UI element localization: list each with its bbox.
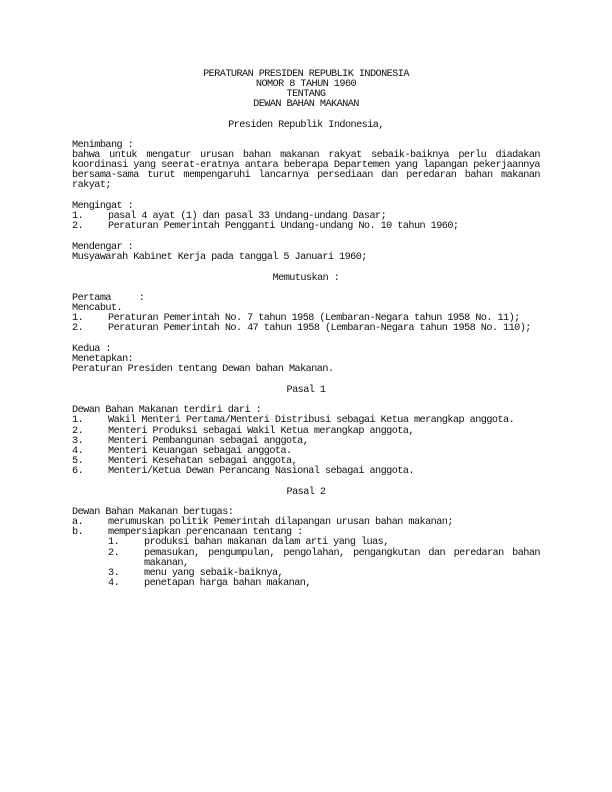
- document-title: [72, 70, 540, 110]
- item-number: 2.: [72, 425, 84, 437]
- kedua-action: Menetapkan:: [72, 354, 134, 366]
- issuer: Presiden Republik Indonesia,: [228, 119, 384, 131]
- item-number: 1.: [72, 211, 84, 223]
- item-number: 2.: [72, 221, 84, 233]
- item-text: Menteri Produksi sebagai Wakil Ketua merangkap anggota,: [108, 425, 414, 437]
- list-item: [72, 324, 540, 334]
- item-text: Menteri Kesehatan sebagai anggota,: [108, 455, 298, 467]
- sub-list-item: [108, 538, 540, 548]
- item-text: mempersiapkan perencanaan tentang :: [108, 527, 303, 539]
- title-line: NOMOR 8 TAHUN 1960: [255, 79, 357, 90]
- item-text: penetapan harga bahan makanan,: [144, 577, 311, 589]
- item-number: 2.: [72, 323, 84, 335]
- item-number: 1.: [108, 537, 120, 549]
- item-letter: b.: [72, 527, 84, 539]
- pertama-label: Pertama :: [72, 293, 145, 305]
- item-number: 3.: [108, 567, 120, 579]
- item-number: 1.: [72, 313, 84, 325]
- item-text: Wakil Menteri Pertama/Menteri Distribusi sebagai Ketua merangkap anggota.: [108, 415, 515, 427]
- title-line: TENTANG: [286, 89, 326, 100]
- sub-list-item: [108, 579, 540, 589]
- item-text: pasal 4 ayat (1) dan pasal 33 Undang-undang Dasar;: [108, 211, 387, 223]
- item-text: Menteri/Ketua Dewan Perancang Nasional sebagai anggota.: [108, 465, 414, 477]
- mendengar-label: Mendengar :: [72, 241, 134, 253]
- item-number: 6.: [72, 465, 84, 477]
- item-text: produksi bahan makanan dalam arti yang luas,: [144, 537, 389, 549]
- item-text: Peraturan Pemerintah No. 47 tahun 1958 (Lembaran-Negara tahun 1958 No. 110);: [108, 323, 531, 335]
- item-text: menu yang sebaik-baiknya,: [144, 567, 284, 579]
- kedua-label: Kedua :: [72, 344, 111, 355]
- item-number: 1.: [72, 415, 84, 427]
- pasal-2-intro: Dewan Bahan Makanan bertugas:: [72, 507, 234, 519]
- sub-list-item: [108, 549, 540, 569]
- item-text: Peraturan Pemerintah Pengganti Undang-undang No. 10 tahun 1960;: [108, 221, 459, 233]
- menimbang-label: Menimbang :: [72, 140, 134, 152]
- list-item: [72, 467, 540, 477]
- item-number: 3.: [72, 435, 84, 447]
- title-line: DEWAN BAHAN MAKANAN: [253, 99, 359, 110]
- item-number: 4.: [108, 577, 120, 589]
- pasal-1-intro: Dewan Bahan Makanan terdiri dari :: [72, 405, 262, 417]
- item-number: 4.: [72, 445, 84, 457]
- item-letter: a.: [72, 517, 84, 529]
- item-text: pemasukan, pengumpulan, pengolahan, pengangkutan dan peredaran bahan makanan,: [144, 547, 540, 569]
- kedua-text: Peraturan Presiden tentang Dewan bahan Makanan.: [72, 364, 334, 376]
- title-line: PERATURAN PRESIDEN REPUBLIK INDONESIA: [203, 69, 409, 80]
- item-text: Menteri Keuangan sebagai anggota.: [108, 445, 292, 457]
- item-number: 5.: [72, 455, 84, 467]
- pertama-action: Mencabut.: [72, 303, 123, 315]
- menimbang-text: bahwa untuk mengatur urusan bahan makanan rakyat sebaik-baiknya perlu diadakan koordinasi yang seerat-eratnya antara beberapa Departemen yang lapangan pekerjaannya bersama-sama turut mempengaruhi lancarnya persediaan dan peredaran bahan makanan rakyat;: [72, 150, 540, 192]
- item-text: Menteri Pembangunan sebagai anggota,: [108, 435, 309, 447]
- sub-list: [72, 538, 540, 588]
- mendengar-text: Musyawarah Kabinet Kerja pada tanggal 5 Januari 1960;: [72, 251, 367, 263]
- item-number: 2.: [108, 547, 120, 559]
- item-text: Peraturan Pemerintah No. 7 tahun 1958 (Lembaran-Negara tahun 1958 No. 11);: [108, 313, 520, 325]
- item-text: merumuskan politik Pemerintah dilapangan urusan bahan makanan;: [108, 517, 453, 529]
- pasal-2-heading: Pasal 2: [286, 486, 326, 498]
- list-item: [72, 222, 540, 232]
- pasal-1-heading: Pasal 1: [286, 384, 326, 396]
- document-page: [72, 70, 540, 589]
- memutuskan-heading: Memutuskan :: [272, 272, 340, 284]
- mengingat-label: Mengingat :: [72, 201, 134, 213]
